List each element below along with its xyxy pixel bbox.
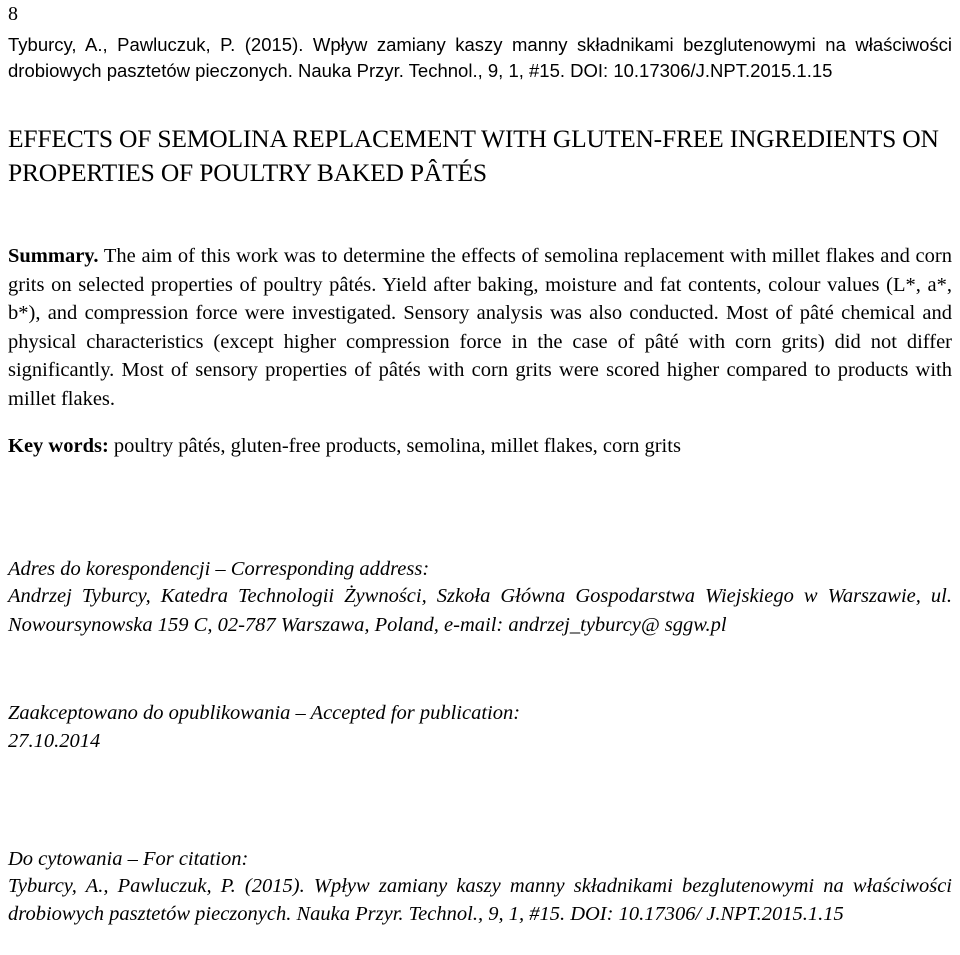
correspondence-label: Adres do korespondencji – Corresponding address: (8, 558, 430, 580)
accepted-date: 27.10.2014 (8, 730, 101, 752)
accepted-label: Zaakceptowano do opublikowania – Accepted for publication: (8, 702, 521, 724)
header-citation: Tyburcy, A., Pawluczuk, P. (2015). Wpływ zamiany kaszy manny składnikami bezglutenowymi na właściwości drobiowych pasztetów pieczonych. Nauka Przyr. Technol., 9, 1, #15. DOI: 10.17306/J.NPT.2015.1.15 (8, 34, 952, 81)
keywords-label: Key words: (8, 435, 109, 457)
article-title: EFFECTS OF SEMOLINA REPLACEMENT WITH GLUTEN-FREE INGREDIENTS ON PROPERTIES OF POULTRY BAKED PÂTÉS (8, 124, 939, 187)
summary-paragraph (8, 242, 952, 413)
correspondence-text: Andrzej Tyburcy, Katedra Technologii Żywności, Szkoła Główna Gospodarstwa Wiejskiego w Warszawie, ul. Nowoursynowska 159 C, 02-787 Warszawa, Poland, e-mail: andrzej_tyburcy@ sggw.pl (8, 585, 952, 636)
keywords-text: poultry pâtés, gluten-free products, semolina, millet flakes, corn grits (108, 435, 681, 457)
page-number: 8 (8, 3, 18, 25)
keywords-line (8, 432, 952, 460)
citation-text: Tyburcy, A., Pawluczuk, P. (2015). Wpływ zamiany kaszy manny składnikami bezglutenowymi na właściwości drobiowych pasztetów pieczonych. Nauka Przyr. Technol., 9, 1, #15. DOI: 10.17306/ J.NPT.2015.1.15 (8, 875, 952, 925)
citation-label: Do cytowania – For citation: (8, 848, 249, 870)
summary-label: Summary. (8, 245, 99, 267)
summary-text: The aim of this work was to determine the effects of semolina replacement with millet flakes and corn grits on selected properties of poultry pâtés. Yield after baking, moisture and fat contents, colour values (L*, a*, b*), and compression force were investigated. Sensory analysis was also conducted. Most of pâté chemical and physical characteristics (except higher compression force in the case of pâté with corn grits) did not differ significantly. Most of sensory properties of pâtés with corn grits were scored higher compared to products with millet flakes. (8, 245, 952, 410)
